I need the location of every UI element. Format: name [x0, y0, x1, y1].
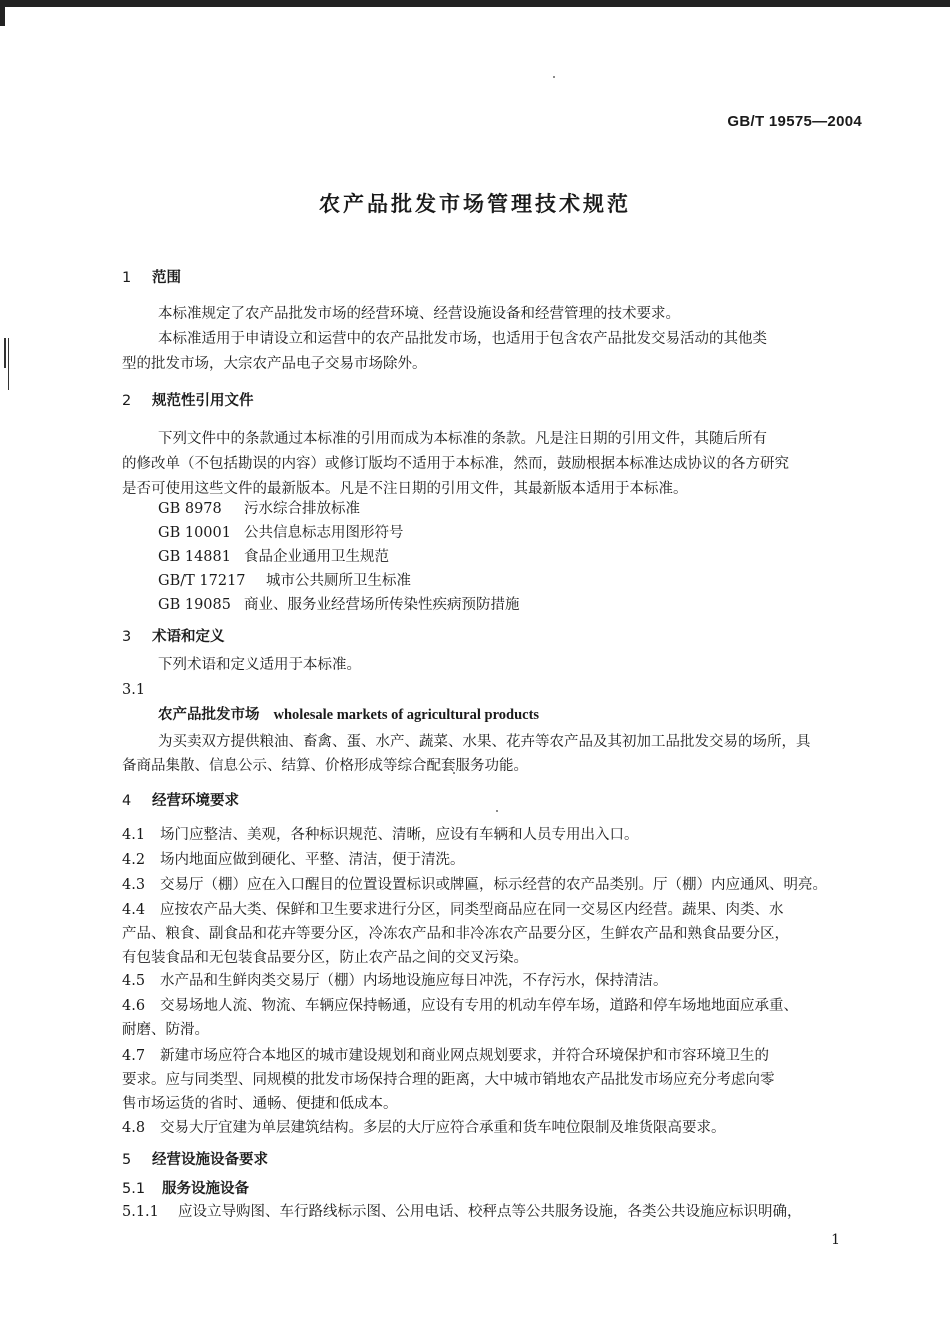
definition-line: 备商品集散、信息公示、结算、价格形成等综合配套服务功能。 — [122, 758, 528, 774]
section-4-heading: 4 经营环境要求 — [122, 793, 239, 809]
clause-line: 产品、粮食、副食品和花卉等要分区，冷冻农产品和非冷冻农产品要分区，生鲜农产品和熟食品要分区， — [122, 926, 789, 942]
clause-line: 要求。应与同类型、同规模的批发市场保持合理的距离，大中城市销地农产品批发市场应充分考虑向零 — [122, 1072, 775, 1088]
clause: 4.4 应按农产品大类、保鲜和卫生要求进行分区，同类型商品应在同一交易区内经营。蔬果、肉类、水 — [122, 902, 784, 918]
clause-line: 售市场运货的省时、通畅、便捷和低成本。 — [122, 1096, 398, 1112]
clause: 4.7 新建市场应符合本地区的城市建设规划和商业网点规划要求，并符合环境保护和市容环境卫生的 — [122, 1048, 769, 1064]
paragraph-line: 型的批发市场，大宗农产品电子交易市场除外。 — [122, 356, 427, 372]
reference-item: GB 14881 食品企业通用卫生规范 — [158, 549, 389, 565]
reference-item: GB/T 17217 城市公共厕所卫生标准 — [158, 573, 411, 589]
reference-item: GB 10001 公共信息标志用图形符号 — [158, 525, 404, 541]
paragraph-line: 本标准规定了农产品批发市场的经营环境、经营设施设备和经营管理的技术要求。 — [158, 306, 680, 322]
subsection-5-1-heading: 5.1 服务设施设备 — [122, 1181, 249, 1197]
paragraph-line: 下列文件中的条款通过本标准的引用而成为本标准的条款。凡是注日期的引用文件，其随后所有 — [158, 431, 767, 447]
clause: 4.5 水产品和生鲜肉类交易厅（棚）内场地设施应每日冲洗，不存污水，保持清洁。 — [122, 973, 668, 989]
clause: 4.1 场门应整洁、美观，各种标识规范、清晰，应设有车辆和人员专用出入口。 — [122, 827, 639, 843]
page-number: 1 — [831, 1232, 840, 1248]
scan-edge-corner — [0, 0, 5, 26]
reference-item: GB 19085 商业、服务业经营场所传染性疾病预防措施 — [158, 597, 520, 613]
clause: 4.8 交易大厅宜建为单层建筑结构。多层的大厅应符合承重和货车吨位限制及堆货限高要求。 — [122, 1120, 726, 1136]
scan-mark — [4, 338, 6, 368]
definition-line: 为买卖双方提供粮油、畜禽、蛋、水产、蔬菜、水果、花卉等农产品及其初加工品批发交易的场所，具 — [158, 734, 811, 750]
clause: 4.2 场内地面应做到硬化、平整、清洁，便于清洗。 — [122, 852, 465, 868]
term-entry: 农产品批发市场 wholesale markets of agricultural products — [158, 707, 540, 723]
document-title: 农产品批发市场管理技术规范 — [319, 192, 631, 216]
clause-line: 耐磨、防滑。 — [122, 1022, 209, 1038]
clause: 5.1.1 应设立导购图、车行路线标示图、公用电话、校秤点等公共服务设施，各类公共设施应标识明确， — [122, 1204, 802, 1220]
paragraph-line: 的修改单（不包括勘误的内容）或修订版均不适用于本标准，然而，鼓励根据本标准达成协议的各方研究 — [122, 456, 789, 472]
section-2-heading: 2 规范性引用文件 — [122, 393, 254, 409]
scan-dust — [496, 810, 498, 812]
clause: 4.3 交易厅（棚）应在入口醒目的位置设置标识或牌匾，标示经营的农产品类别。厅（棚）内应通风、明亮。 — [122, 877, 827, 893]
scan-mark — [8, 338, 9, 390]
scan-edge-top — [0, 0, 950, 7]
standard-code: GB/T 19575—2004 — [727, 113, 862, 130]
scan-dust — [553, 76, 555, 78]
paragraph-line: 是否可使用这些文件的最新版本。凡是不注日期的引用文件，其最新版本适用于本标准。 — [122, 481, 688, 497]
clause-line: 有包装食品和无包装食品要分区，防止农产品之间的交叉污染。 — [122, 950, 528, 966]
reference-item: GB 8978 污水综合排放标准 — [158, 501, 360, 517]
paragraph-line: 下列术语和定义适用于本标准。 — [158, 657, 361, 673]
clause: 4.6 交易场地人流、物流、车辆应保持畅通，应设有专用的机动车停车场，道路和停车场地地面应承重、 — [122, 998, 798, 1014]
paragraph-line: 本标准适用于申请设立和运营中的农产品批发市场，也适用于包含农产品批发交易活动的其他类 — [158, 331, 767, 347]
section-3-heading: 3 术语和定义 — [122, 629, 225, 645]
section-5-heading: 5 经营设施设备要求 — [122, 1152, 268, 1168]
subclause-number: 3.1 — [122, 682, 146, 698]
section-1-heading: 1 范围 — [122, 270, 181, 286]
